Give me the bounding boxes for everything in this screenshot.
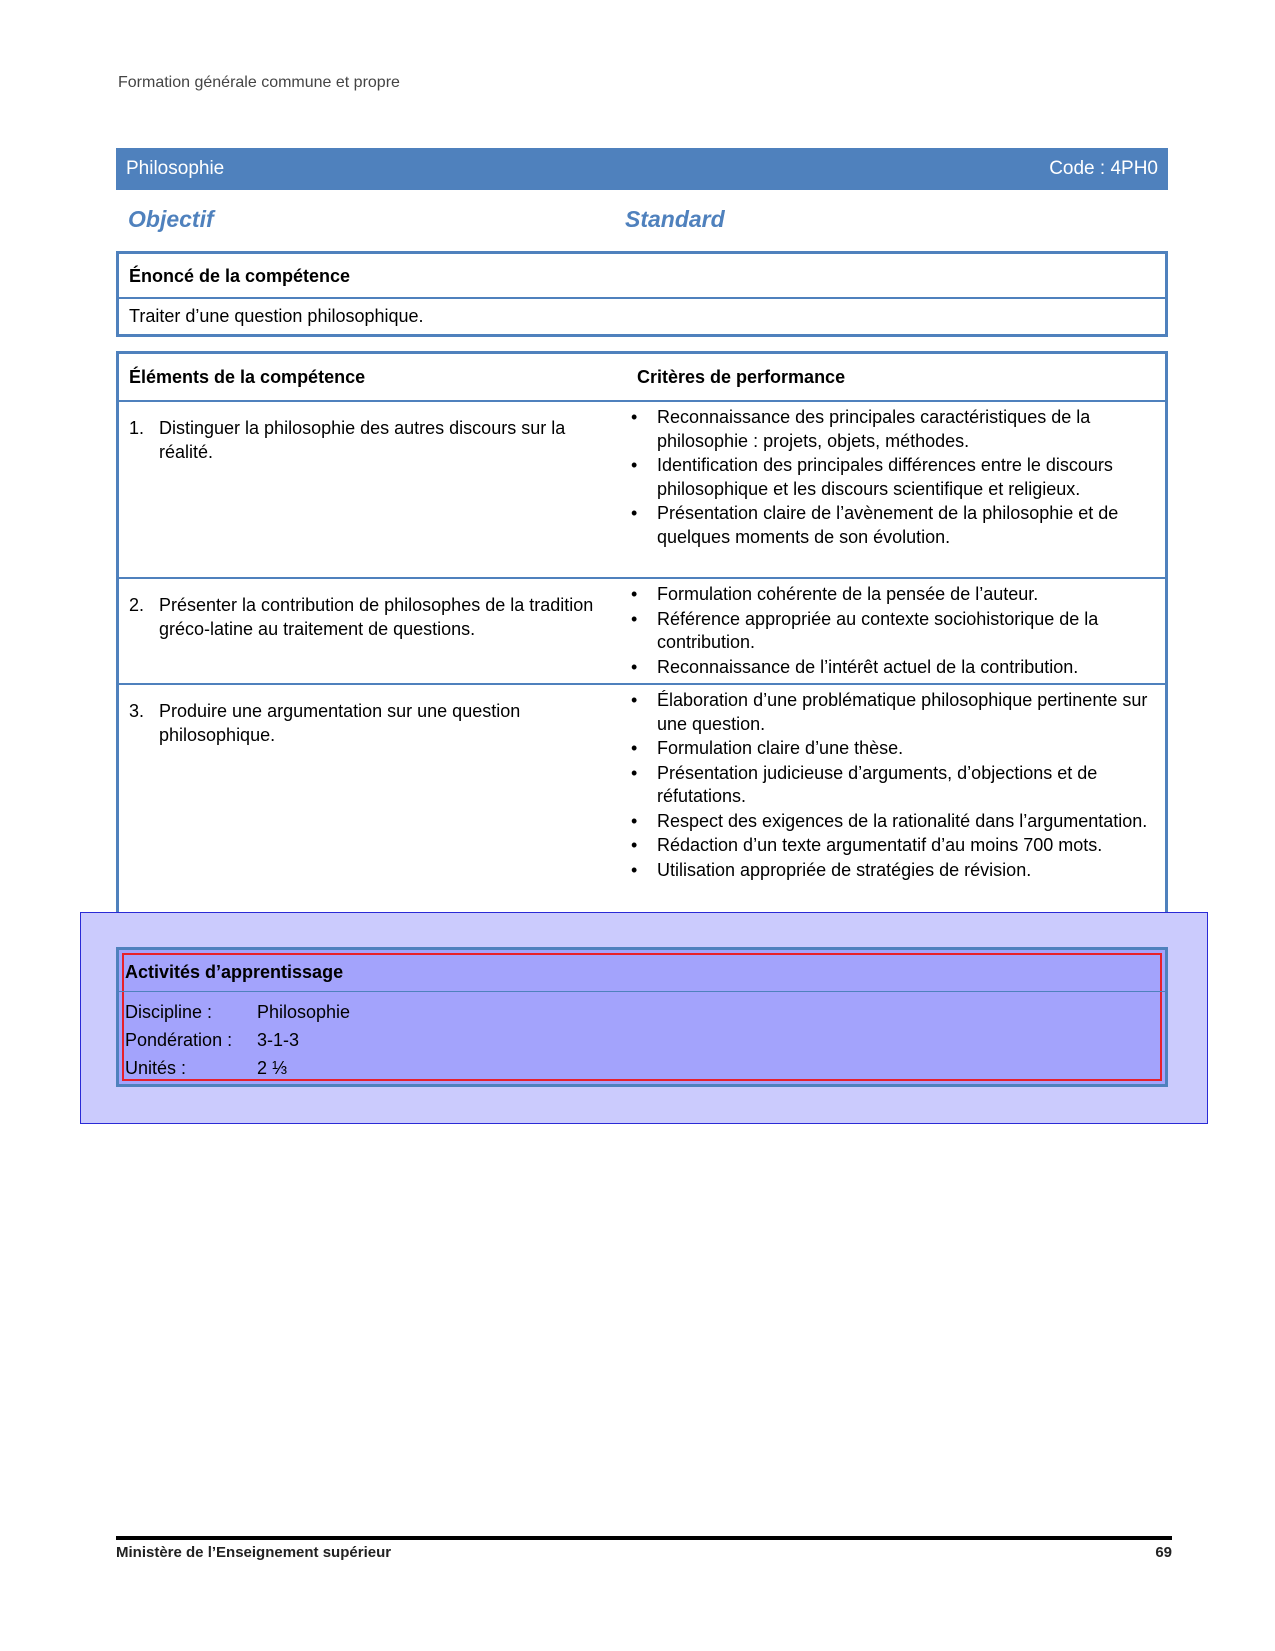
discipline-label: Discipline :	[125, 1002, 213, 1022]
criteres-heading: Critères de performance	[637, 367, 846, 387]
discipline-row	[125, 1002, 350, 1023]
elements-heading: Éléments de la compétence	[129, 367, 366, 387]
activities-heading: Activités d’apprentissage	[125, 962, 344, 982]
footer-ministry: Ministère de l’Enseignement supérieur	[116, 1544, 392, 1561]
course-code: Code : 4PH0	[1049, 158, 1158, 179]
activities-divider	[119, 991, 1165, 992]
criterion-item: • Respect des exigences de la rationalité dans l’argumentation.	[629, 810, 1149, 834]
unites-row	[125, 1058, 287, 1079]
criterion-item: • Élaboration d’une problématique philosophique pertinente sur une question.	[629, 689, 1149, 736]
page-footer	[116, 1544, 1172, 1561]
enonce-heading: Énoncé de la compétence	[119, 254, 1165, 299]
criteria-list	[629, 689, 1149, 883]
criterion-item: • Reconnaissance de l’intérêt actuel de la contribution.	[629, 656, 1149, 680]
ponderation-value: 3-1-3	[257, 1030, 300, 1050]
criterion-item: • Utilisation appropriée de stratégies de révision.	[629, 859, 1149, 883]
element-2	[129, 593, 614, 641]
element-text: Distinguer la philosophie des autres discours sur la réalité.	[159, 418, 566, 462]
criterion-item: • Présentation claire de l’avènement de la philosophie et de quelques moments de son évolution.	[629, 502, 1149, 549]
discipline-value: Philosophie	[257, 1002, 351, 1022]
table-row	[119, 579, 1165, 685]
criterion-item: • Présentation judicieuse d’arguments, d’objections et de réfutations.	[629, 762, 1149, 809]
criterion-item: • Rédaction d’un texte argumentatif d’au moins 700 mots.	[629, 834, 1149, 858]
criterion-item: • Référence appropriée au contexte sociohistorique de la contribution.	[629, 608, 1149, 655]
element-number: 3.	[129, 701, 145, 721]
elements-table-header	[119, 354, 1165, 402]
footer-divider	[116, 1536, 1172, 1540]
ponderation-label: Pondération :	[125, 1030, 233, 1050]
course-subject: Philosophie	[126, 158, 225, 179]
element-text: Présenter la contribution de philosophes de la tradition gréco-latine au traitement de questions.	[159, 595, 594, 639]
enonce-box	[116, 251, 1168, 337]
criteria-list	[629, 583, 1149, 680]
criteria-list	[629, 406, 1149, 550]
element-number: 1.	[129, 418, 145, 438]
criterion-item: • Identification des principales différences entre le discours philosophique et les discours scientifique et religieux.	[629, 454, 1149, 501]
objectif-standard-labels	[128, 206, 748, 236]
page-number: 69	[1155, 1544, 1172, 1561]
unites-value: 2 ⅓	[257, 1058, 288, 1078]
standard-label: Standard	[625, 206, 725, 232]
objectif-label: Objectif	[128, 206, 214, 232]
criterion-item: • Formulation claire d’une thèse.	[629, 737, 1149, 761]
table-row	[119, 685, 1165, 933]
elements-table	[116, 351, 1168, 934]
unites-label: Unités :	[125, 1058, 187, 1078]
criterion-item: • Formulation cohérente de la pensée de l’auteur.	[629, 583, 1149, 607]
running-header: Formation générale commune et propre	[118, 74, 400, 91]
element-3	[129, 699, 614, 747]
ponderation-row	[125, 1030, 299, 1051]
table-row	[119, 402, 1165, 579]
element-text: Produire une argumentation sur une question philosophique.	[159, 701, 521, 745]
element-1	[129, 416, 614, 464]
course-title-bar	[116, 148, 1168, 190]
enonce-text: Traiter d’une question philosophique.	[129, 306, 424, 326]
criterion-item: • Reconnaissance des principales caractéristiques de la philosophie : projets, objets, méthodes.	[629, 406, 1149, 453]
activities-box	[116, 947, 1168, 1087]
element-number: 2.	[129, 595, 145, 615]
